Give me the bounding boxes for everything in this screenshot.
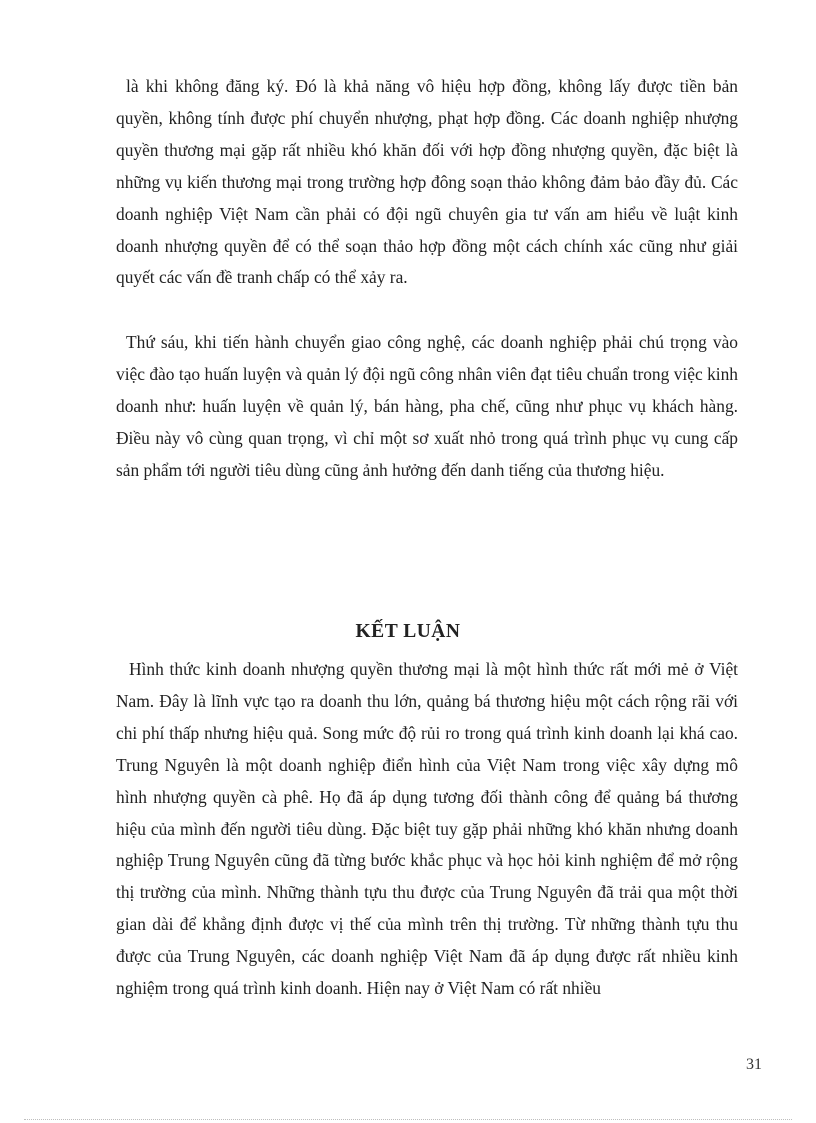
- body-paragraph-contract-risks: [116, 71, 738, 294]
- page-number: 31: [746, 1056, 762, 1073]
- paragraph-text: là khi không đăng ký. Đó là khả năng vô hiệu hợp đồng, không lấy được tiền bản quyền, không tính được phí chuyển nhượng, phạt hợp đồng. Các doanh nghiệp nhượng quyền thương mại gặp rất nhiều khó khăn đối với hợp đồng nhượng quyền, đặc biệt là những vụ kiến thương mại trong trường hợp đông soạn thảo không đảm bảo đầy đủ. Các doanh nghiệp Việt Nam cần phải có đội ngũ chuyên gia tư vấn am hiểu về luật kinh doanh nhượng quyền để có thể soạn thảo hợp đồng một cách chính xác cũng như giải quyết các vấn đề tranh chấp có thể xảy ra.: [116, 76, 738, 288]
- section-title: KẾT LUẬN: [355, 621, 461, 642]
- page-bottom-divider: [24, 1119, 792, 1120]
- paragraph-text: Hình thức kinh doanh nhượng quyền thương mại là một hình thức rất mới mẻ ở Việt Nam. Đây là lĩnh vực tạo ra doanh thu lớn, quảng bá thương hiệu một cách rộng rãi với chi phí thấp nhưng hiệu quả. Song mức độ rủi ro trong quá trình kinh doanh lại khá cao. Trung Nguyên là một doanh nghiệp điển hình của Việt Nam trong việc xây dựng mô hình nhượng quyền cà phê. Họ đã áp dụng tương đối thành công để quảng bá thương hiệu của mình đến người tiêu dùng. Đặc biệt tuy gặp phải những khó khăn nhưng doanh nghiệp Trung Nguyên cũng đã từng bước khắc phục và học hỏi kinh nghiệm để mở rộng thị trường của mình. Những thành tựu thu được của Trung Nguyên đã trải qua một thời gian dài để khẳng định được vị thế của mình trên thị trường. Từ những thành tựu thu được của Trung Nguyên, các doanh nghiệp Việt Nam đã áp dụng được rất nhiều kinh nghiệm trong quá trình kinh doanh. Hiện nay ở Việt Nam có rất nhiều: [116, 659, 738, 999]
- conclusion-paragraph: [116, 654, 738, 1005]
- body-paragraph-sixth-point: [116, 327, 738, 487]
- paragraph-text: Thứ sáu, khi tiến hành chuyển giao công nghệ, các doanh nghiệp phải chú trọng vào việc đào tạo huấn luyện và quản lý đội ngũ công nhân viên đạt tiêu chuẩn trong việc kinh doanh như: huấn luyện về quản lý, bán hàng, pha chế, cũng như phục vụ khách hàng. Điều này vô cùng quan trọng, vì chỉ một sơ xuất nhỏ trong quá trình phục vụ cung cấp sản phẩm tới người tiêu dùng cũng ảnh hưởng đến danh tiếng của thương hiệu.: [116, 332, 738, 480]
